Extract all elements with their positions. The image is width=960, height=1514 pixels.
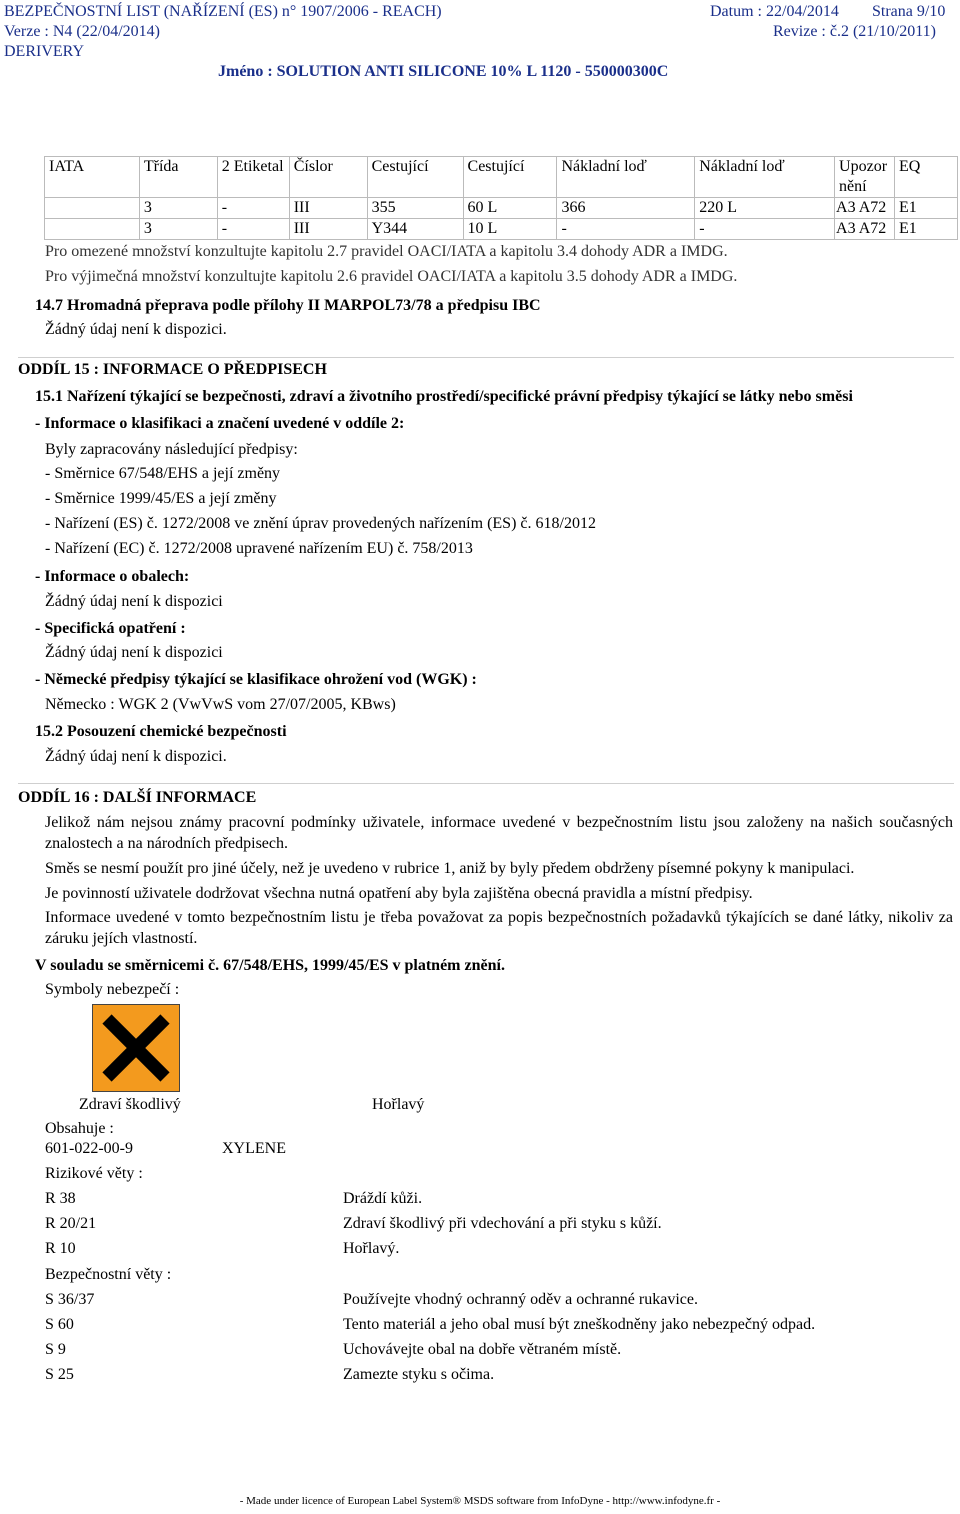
- wgk-text: Německo : WGK 2 (VwVwS vom 27/07/2005, KBws): [45, 696, 396, 713]
- symbols-label: Symboly nebezpečí :: [45, 981, 180, 998]
- risk-text: Zdraví škodlivý při vdechování a při styku s kůží.: [343, 1215, 662, 1232]
- safety-text: Zamezte styku s očima.: [343, 1366, 495, 1383]
- section-divider: [18, 783, 954, 784]
- info-paragraph: Je povinností uživatele dodržovat všechna nutná opatření aby byla zajištěna obecná pravidla a místní předpisy.: [45, 885, 753, 902]
- regulation-item: - Nařízení (EC) č. 1272/2008 upravené nařízením EU) č. 758/2013: [45, 540, 473, 557]
- safety-text: Tento materiál a jeho obal musí být zneškodněny jako nebezpečný odpad.: [343, 1316, 816, 1333]
- table-cell: 60 L: [463, 198, 557, 219]
- table-cell: E1: [895, 219, 958, 240]
- table-cell: -: [217, 219, 289, 240]
- table-row: [45, 198, 958, 219]
- table-header-cell: Upozornění: [835, 157, 895, 198]
- table-header-cell: 2 Etiketal: [217, 157, 289, 198]
- section-15-1-title: 15.1 Nařízení týkající se bezpečnosti, zdraví a životního prostředí/specifické právní předpisy týkající se látky nebo směsi: [35, 388, 853, 405]
- table-cell: E1: [895, 198, 958, 219]
- table-cell: -: [217, 198, 289, 219]
- risk-code: R 38: [45, 1190, 76, 1207]
- risk-code: R 20/21: [45, 1215, 97, 1232]
- section-15-title: ODDÍL 15 : INFORMACE O PŘEDPISECH: [18, 361, 327, 378]
- section-14-7-title: 14.7 Hromadná přeprava podle přílohy II MARPOL73/78 a předpisu IBC: [35, 297, 541, 314]
- table-header-cell: Nákladní loď: [557, 157, 695, 198]
- regulation-item: - Směrnice 67/548/EHS a její změny: [45, 465, 281, 482]
- company-name: DERIVERY: [4, 43, 84, 60]
- section-14-7-text: Žádný údaj není k dispozici.: [45, 321, 227, 338]
- table-row: [45, 219, 958, 240]
- risk-code: R 10: [45, 1240, 76, 1257]
- document-title: BEZPEČNOSTNÍ LIST (NAŘÍZENÍ (ES) n° 1907/2006 - REACH): [4, 3, 442, 20]
- table-cell: 3: [139, 198, 217, 219]
- footer-licence: - Made under licence of European Label System® MSDS software from InfoDyne - http://www.infodyne.fr -: [239, 1495, 721, 1507]
- document-version: Verze : N4 (22/04/2014): [4, 23, 160, 40]
- table-cell: 366: [557, 198, 695, 219]
- contains-label: Obsahuje :: [45, 1120, 114, 1137]
- contains-code: 601-022-00-9: [45, 1140, 133, 1157]
- classification-intro: Byly zapracovány následující předpisy:: [45, 441, 298, 458]
- regulation-item: - Směrnice 1999/45/ES a její změny: [45, 490, 277, 507]
- risk-text: Dráždí kůži.: [343, 1190, 423, 1207]
- table-cell: -: [695, 219, 835, 240]
- table-cell: A3 A72: [835, 219, 895, 240]
- table-header-cell: Nákladní loď: [695, 157, 835, 198]
- table-header-cell: Cestující: [463, 157, 557, 198]
- safety-phrases-label: Bezpečnostní věty :: [45, 1266, 172, 1283]
- section-15-2-text: Žádný údaj není k dispozici.: [45, 748, 227, 765]
- table-cell: III: [289, 198, 367, 219]
- regulation-item: - Nařízení (ES) č. 1272/2008 ve znění úprav provedených nařízením (ES) č. 618/2012: [45, 515, 596, 532]
- table-cell: A3 A72: [835, 198, 895, 219]
- document-date: Datum : 22/04/2014: [710, 3, 839, 20]
- table-header-cell: Číslor: [289, 157, 367, 198]
- table-cell: III: [289, 219, 367, 240]
- table-cell: -: [557, 219, 695, 240]
- contains-name: XYLENE: [222, 1140, 286, 1157]
- symbol-label-harmful: Zdraví škodlivý: [79, 1096, 181, 1113]
- info-paragraph: Informace uvedené v tomto bezpečnostním listu je třeba považovat za popis bezpečnostních požadavků týkajících se dané látky, nikoliv za záruku jejích vlastností.: [45, 909, 953, 947]
- excepted-quantity-note: Pro výjimečná množství konzultujte kapitolu 2.6 pravidel OACI/IATA a kapitolu 3.5 dohody ADR a IMDG.: [45, 268, 738, 285]
- iata-transport-table: [44, 156, 958, 240]
- specific-measures-text: Žádný údaj není k dispozici: [45, 644, 223, 661]
- section-16-title: ODDÍL 16 : DALŠÍ INFORMACE: [18, 789, 257, 806]
- risk-text: Hořlavý.: [343, 1240, 400, 1257]
- table-cell: [45, 198, 140, 219]
- table-header-cell: EQ: [895, 157, 958, 198]
- safety-code: S 25: [45, 1366, 74, 1383]
- table-header-cell: Třída: [139, 157, 217, 198]
- table-cell: 3: [139, 219, 217, 240]
- table-header-row: [45, 157, 958, 198]
- directive-line: V souladu se směrnicemi č. 67/548/EHS, 1999/45/ES v platném znění.: [35, 957, 505, 974]
- section-15-2-title: 15.2 Posouzení chemické bezpečnosti: [35, 723, 287, 740]
- specific-measures-title: - Specifická opatření :: [35, 620, 186, 637]
- wgk-title: - Německé předpisy týkající se klasifikace ohrožení vod (WGK) :: [35, 671, 477, 688]
- safety-code: S 9: [45, 1341, 66, 1358]
- info-paragraph: Jelikož nám nejsou známy pracovní podmínky uživatele, informace uvedené v bezpečnostním listu jsou založeny na našich současných znalostech a na národních předpisech.: [45, 814, 953, 852]
- table-cell: 220 L: [695, 198, 835, 219]
- page-number: Strana 9/10: [872, 3, 946, 20]
- document-revision: Revize : č.2 (21/10/2011): [773, 23, 936, 40]
- safety-code: S 60: [45, 1316, 74, 1333]
- packaging-text: Žádný údaj není k dispozici: [45, 593, 223, 610]
- table-header-cell: Cestující: [367, 157, 463, 198]
- classification-title: - Informace o klasifikaci a značení uvedené v oddíle 2:: [35, 415, 405, 432]
- safety-text: Používejte vhodný ochranný oděv a ochranné rukavice.: [343, 1291, 698, 1308]
- safety-code: S 36/37: [45, 1291, 95, 1308]
- safety-text: Uchovávejte obal na dobře větraném místě.: [343, 1341, 622, 1358]
- table-cell: Y344: [367, 219, 463, 240]
- limited-quantity-note: Pro omezené množství konzultujte kapitolu 2.7 pravidel OACI/IATA a kapitolu 3.4 dohody ADR a IMDG.: [45, 243, 728, 260]
- info-paragraph: Směs se nesmí použít pro jiné účely, než je uvedeno v rubrice 1, aniž by byly předem obdrženy písemné pokyny k manipulaci.: [45, 860, 855, 877]
- harmful-cross-icon: [92, 1004, 180, 1092]
- symbol-label-flammable: Hořlavý: [372, 1096, 425, 1113]
- product-name: Jméno : SOLUTION ANTI SILICONE 10% L 1120 - 550000300C: [218, 63, 669, 80]
- table-cell: [45, 219, 140, 240]
- section-divider: [18, 357, 954, 358]
- table-cell: 355: [367, 198, 463, 219]
- risk-phrases-label: Rizikové věty :: [45, 1165, 143, 1182]
- table-cell: 10 L: [463, 219, 557, 240]
- packaging-title: - Informace o obalech:: [35, 568, 190, 585]
- table-header-cell: IATA: [45, 157, 140, 198]
